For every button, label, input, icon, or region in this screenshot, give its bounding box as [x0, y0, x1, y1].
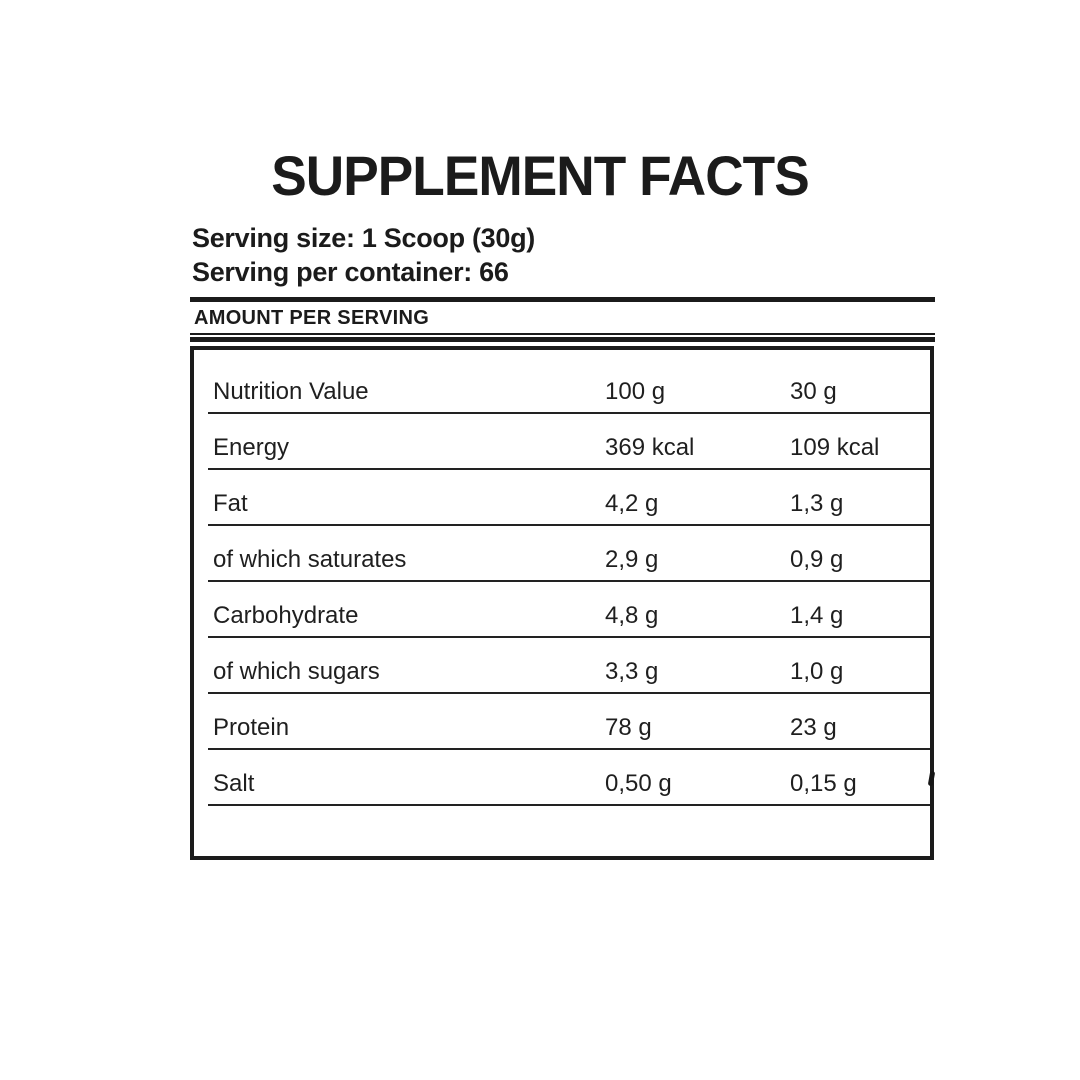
row-value-per-100g: 369 kcal [605, 434, 695, 461]
row-value-per-serving: 1,3 g [790, 490, 844, 517]
header-per-100g: 100 g [605, 378, 666, 405]
header-label: Nutrition Value [213, 378, 369, 405]
row-label: Fat [213, 490, 248, 517]
row-label: Salt [213, 770, 255, 797]
row-value-per-100g: 78 g [605, 714, 652, 741]
nutrition-header-row [208, 350, 930, 414]
table-row [208, 694, 930, 750]
serving-info [192, 221, 535, 289]
amount-per-serving-label: AMOUNT PER SERVING [194, 307, 430, 329]
table-row [208, 638, 930, 694]
table-row [208, 526, 930, 582]
row-label: of which sugars [213, 658, 380, 685]
row-value-per-100g: 2,9 g [605, 546, 659, 573]
table-row [208, 470, 930, 526]
row-value-per-serving: 23 g [790, 714, 837, 741]
row-value-per-serving: 0,15 g [790, 770, 857, 797]
table-row [208, 582, 930, 638]
row-value-per-serving: 1,4 g [790, 602, 844, 629]
supplement-facts-title: SUPPLEMENT FACTS [271, 144, 809, 207]
row-value-per-serving: 0,9 g [790, 546, 844, 573]
divider-bar-bottom [190, 337, 935, 342]
row-value-per-100g: 0,50 g [605, 770, 672, 797]
row-label: of which saturates [213, 546, 407, 573]
row-value-per-serving: 1,0 g [790, 658, 844, 685]
scan-artifact [928, 771, 936, 787]
row-value-per-100g: 4,8 g [605, 602, 659, 629]
amount-per-serving-band [190, 297, 935, 342]
row-label: Protein [213, 714, 290, 741]
nutrition-table [190, 346, 934, 860]
row-label: Carbohydrate [213, 602, 359, 629]
row-value-per-100g: 4,2 g [605, 490, 659, 517]
table-row [208, 414, 930, 470]
nutrition-rows [194, 414, 930, 806]
row-value-per-serving: 109 kcal [790, 434, 880, 461]
serving-size-line: Serving size: 1 Scoop (30g) [192, 223, 535, 253]
servings-per-container-line: Serving per container: 66 [192, 257, 509, 287]
header-per-serving: 30 g [790, 378, 837, 405]
row-label: Energy [213, 434, 290, 461]
table-row [208, 750, 930, 806]
row-value-per-100g: 3,3 g [605, 658, 659, 685]
